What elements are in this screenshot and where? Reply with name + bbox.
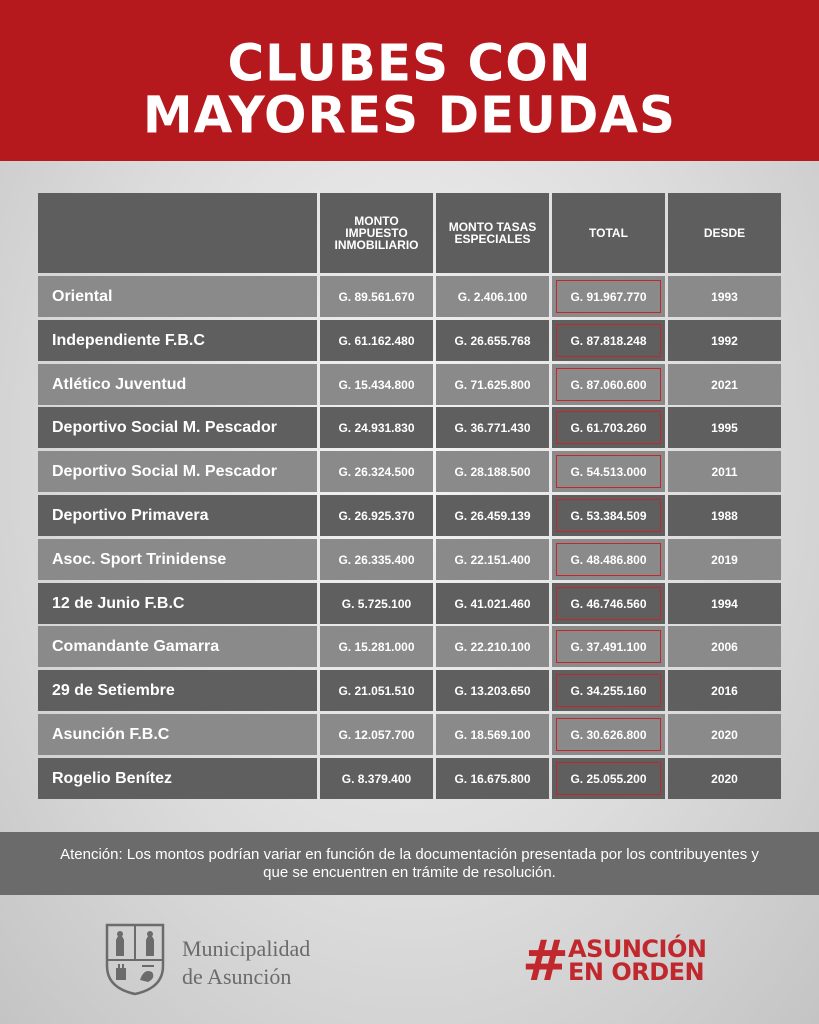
table-cell-desde: 2020 bbox=[668, 714, 781, 755]
table-cell-desde: 2011 bbox=[668, 451, 781, 492]
header-cell-tasas: MONTO TASAS ESPECIALES bbox=[436, 193, 549, 273]
table-cell-total bbox=[552, 320, 665, 361]
total-highlight-box: G. 91.967.770 bbox=[556, 280, 661, 313]
total-highlight-box: G. 48.486.800 bbox=[556, 543, 661, 576]
header-cell-total: TOTAL bbox=[552, 193, 665, 273]
table-cell-tasas: G. 41.021.460 bbox=[436, 583, 549, 624]
table-cell-desde: 1995 bbox=[668, 407, 781, 448]
table-cell-total bbox=[552, 758, 665, 799]
total-highlight-box: G. 54.513.000 bbox=[556, 455, 661, 488]
header-cell-desde: DESDE bbox=[668, 193, 781, 273]
table-cell-tasas: G. 26.655.768 bbox=[436, 320, 549, 361]
table-cell-tasas: G. 26.459.139 bbox=[436, 495, 549, 536]
table-cell-desde: 1993 bbox=[668, 276, 781, 317]
table-cell-total bbox=[552, 364, 665, 405]
table-cell-impuesto: G. 15.434.800 bbox=[320, 364, 433, 405]
table-cell-tasas: G. 16.675.800 bbox=[436, 758, 549, 799]
table-cell-club: Rogelio Benítez bbox=[38, 758, 317, 799]
header-banner bbox=[0, 0, 819, 161]
page-title-line-1: CLUBES CON bbox=[227, 33, 592, 93]
table-cell-total bbox=[552, 626, 665, 667]
total-highlight-box: G. 37.491.100 bbox=[556, 630, 661, 663]
table-cell-tasas: G. 22.151.400 bbox=[436, 539, 549, 580]
brand-text bbox=[568, 935, 707, 986]
table-cell-impuesto: G. 24.931.830 bbox=[320, 407, 433, 448]
table-cell-total bbox=[552, 451, 665, 492]
table-cell-impuesto: G. 5.725.100 bbox=[320, 583, 433, 624]
table-cell-tasas: G. 28.188.500 bbox=[436, 451, 549, 492]
table-cell-total bbox=[552, 583, 665, 624]
table-cell-total bbox=[552, 539, 665, 580]
table-cell-desde: 2020 bbox=[668, 758, 781, 799]
brand-line-2: EN ORDEN bbox=[568, 958, 705, 986]
table-cell-club: Deportivo Social M. Pescador bbox=[38, 407, 317, 448]
table-cell-total bbox=[552, 670, 665, 711]
brand-hash-symbol: # bbox=[522, 929, 569, 994]
total-highlight-box: G. 46.746.560 bbox=[556, 587, 661, 620]
table-cell-club: Atlético Juventud bbox=[38, 364, 317, 405]
coat-of-arms-icon bbox=[104, 922, 166, 1001]
table-cell-club: 12 de Junio F.B.C bbox=[38, 583, 317, 624]
brand-logo bbox=[522, 929, 722, 994]
page-title-line-2: MAYORES DEUDAS bbox=[142, 85, 677, 145]
table-cell-club: Asunción F.B.C bbox=[38, 714, 317, 755]
total-highlight-box: G. 53.384.509 bbox=[556, 499, 661, 532]
table-cell-desde: 2019 bbox=[668, 539, 781, 580]
total-highlight-box: G. 25.055.200 bbox=[556, 762, 661, 795]
table-cell-tasas: G. 13.203.650 bbox=[436, 670, 549, 711]
table-cell-total bbox=[552, 495, 665, 536]
table-cell-impuesto: G. 26.335.400 bbox=[320, 539, 433, 580]
table-cell-desde: 1994 bbox=[668, 583, 781, 624]
total-highlight-box: G. 87.060.600 bbox=[556, 368, 661, 401]
table-cell-impuesto: G. 21.051.510 bbox=[320, 670, 433, 711]
total-highlight-box: G. 34.255.160 bbox=[556, 674, 661, 707]
table-cell-total bbox=[552, 276, 665, 317]
table-cell-desde: 2021 bbox=[668, 364, 781, 405]
table-cell-club: Oriental bbox=[38, 276, 317, 317]
table-cell-tasas: G. 18.569.100 bbox=[436, 714, 549, 755]
notice-text: Atención: Los montos podrían variar en función de la documentación presentada por los contribuyentes y que se encuentren en trámite de resolución. bbox=[60, 845, 759, 881]
municipality-line-2: de Asunción bbox=[182, 964, 292, 989]
table-cell-tasas: G. 71.625.800 bbox=[436, 364, 549, 405]
table-cell-impuesto: G. 8.379.400 bbox=[320, 758, 433, 799]
table-cell-tasas: G. 36.771.430 bbox=[436, 407, 549, 448]
notice-banner bbox=[0, 832, 819, 895]
table-cell-club: Independiente F.B.C bbox=[38, 320, 317, 361]
table-cell-impuesto: G. 12.057.700 bbox=[320, 714, 433, 755]
brand-line-1: ASUNCIÓN bbox=[568, 935, 707, 963]
header-cell-club bbox=[38, 193, 317, 273]
table-cell-impuesto: G. 15.281.000 bbox=[320, 626, 433, 667]
total-highlight-box: G. 61.703.260 bbox=[556, 411, 661, 444]
table-cell-desde: 1988 bbox=[668, 495, 781, 536]
municipality-name bbox=[182, 935, 310, 991]
municipality-line-1: Municipalidad bbox=[182, 936, 311, 961]
table-cell-impuesto: G. 89.561.670 bbox=[320, 276, 433, 317]
table-cell-club: 29 de Setiembre bbox=[38, 670, 317, 711]
header-cell-impuesto: MONTO IMPUESTO INMOBILIARIO bbox=[320, 193, 433, 273]
table-cell-tasas: G. 22.210.100 bbox=[436, 626, 549, 667]
table-cell-impuesto: G. 61.162.480 bbox=[320, 320, 433, 361]
table-cell-impuesto: G. 26.324.500 bbox=[320, 451, 433, 492]
table-cell-club: Asoc. Sport Trinidense bbox=[38, 539, 317, 580]
table-cell-total bbox=[552, 407, 665, 448]
total-highlight-box: G. 30.626.800 bbox=[556, 718, 661, 751]
table-cell-club: Deportivo Social M. Pescador bbox=[38, 451, 317, 492]
table-cell-club: Comandante Gamarra bbox=[38, 626, 317, 667]
table-cell-impuesto: G. 26.925.370 bbox=[320, 495, 433, 536]
total-highlight-box: G. 87.818.248 bbox=[556, 324, 661, 357]
table-cell-desde: 1992 bbox=[668, 320, 781, 361]
table-cell-club: Deportivo Primavera bbox=[38, 495, 317, 536]
table-cell-desde: 2006 bbox=[668, 626, 781, 667]
table-cell-desde: 2016 bbox=[668, 670, 781, 711]
table-cell-total bbox=[552, 714, 665, 755]
table-cell-tasas: G. 2.406.100 bbox=[436, 276, 549, 317]
